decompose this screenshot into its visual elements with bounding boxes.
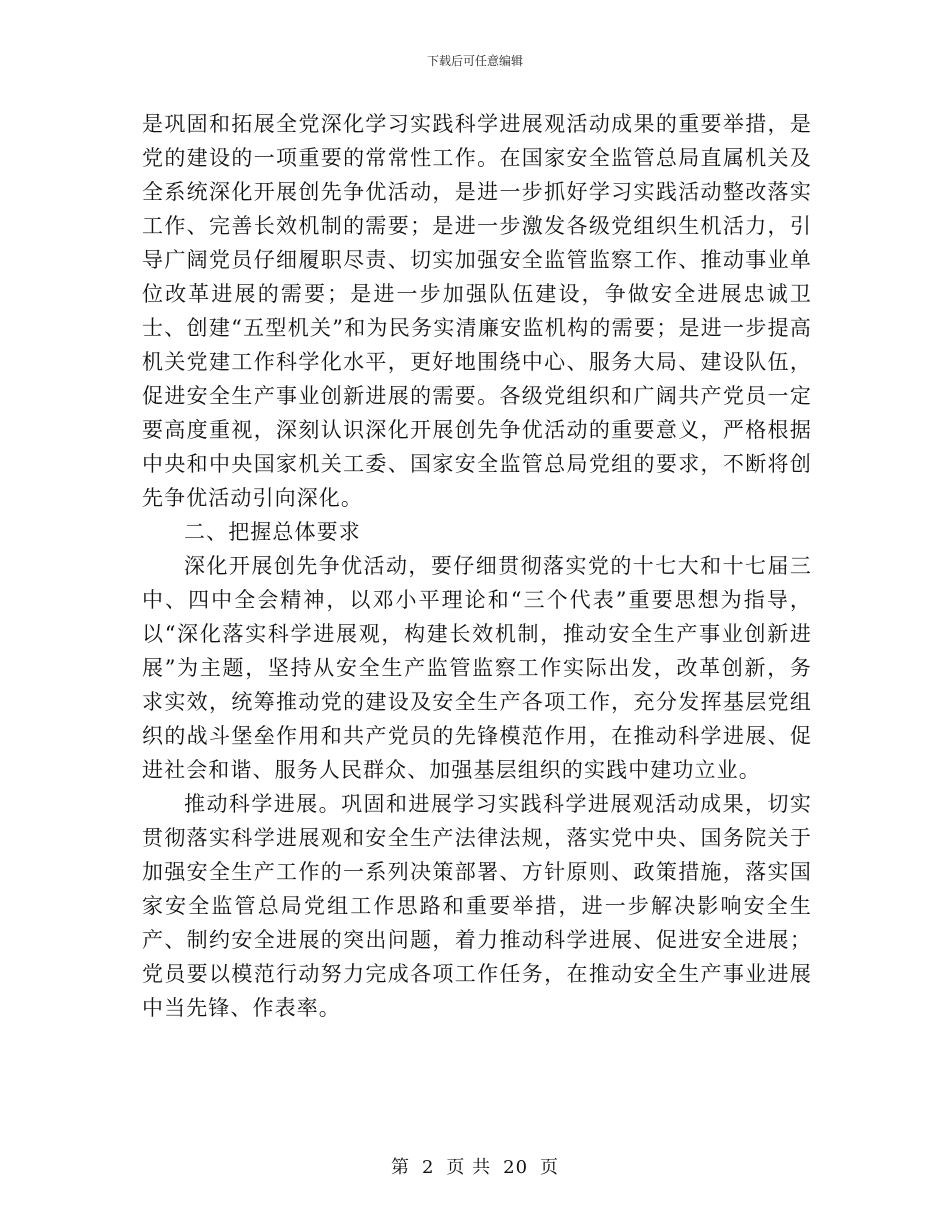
total-pages: 20	[503, 1157, 529, 1178]
footer-prefix: 第	[390, 1157, 410, 1178]
paragraph-1: 是巩固和拓展全党深化学习实践科学进展观活动成果的重要举措，是党的建设的一项重要的常常性工作。在国家安全监管总局直属机关及全系统深化开展创先争优活动，是进一步抓好学习实践活动整改落实工作、完善长效机制的需要；是进一步激发各级党组织生机活力，引导广阔党员仔细履职尽责、切实加强安全监管监察工作、推动事业单位改革进展的需要；是进一步加强队伍建设，争做安全进展忠诚卫士、创建“五型机关”和为民务实清廉安监机构的需要；是进一步提高机关党建工作科学化水平，更好地围绕中心、服务大局、建设队伍，促进安全生产事业创新进展的需要。各级党组织和广阔共产党员一定要高度重视，深刻认识深化开展创先争优活动的重要意义，严格根据中央和中央国家机关工委、国家安全监管总局党组的要求，不断将创先争优活动引向深化。	[142, 112, 812, 510]
page-number: 2	[421, 1157, 435, 1178]
page-footer	[0, 1153, 950, 1179]
footer-suffix: 页	[540, 1157, 560, 1178]
paragraph-3: 推动科学进展。巩固和进展学习实践科学进展观活动成果，切实贯彻落实科学进展观和安全生产法律法规，落实党中央、国务院关于加强安全生产工作的一系列决策部署、方针原则、政策措施，落实国家安全监管总局党组工作思路和重要举措，进一步解决影响安全生产、制约安全进展的突出问题，着力推动科学进展、促进安全进展；党员要以模范行动努力完成各项工作任务，在推动安全生产事业进展中当先锋、作表率。	[142, 792, 812, 1020]
page-header: 下载后可任意编辑	[426, 54, 523, 68]
document-body	[142, 107, 812, 1025]
footer-middle: 页 共	[446, 1157, 492, 1178]
section-heading: 二、把握总体要求	[184, 520, 361, 544]
paragraph-2: 深化开展创先争优活动，要仔细贯彻落实党的十七大和十七届三中、四中全会精神，以邓小平理论和“三个代表”重要思想为指导，以“深化落实科学进展观，构建长效机制，推动安全生产事业创新进展”为主题，坚持从安全生产监管监察工作实际出发，改革创新，务求实效，统筹推动党的建设及安全生产各项工作，充分发挥基层党组织的战斗堡垒作用和共产党员的先锋模范作用，在推动科学进展、促进社会和谐、服务人民群众、加强基层组织的实践中建功立业。	[142, 554, 812, 782]
